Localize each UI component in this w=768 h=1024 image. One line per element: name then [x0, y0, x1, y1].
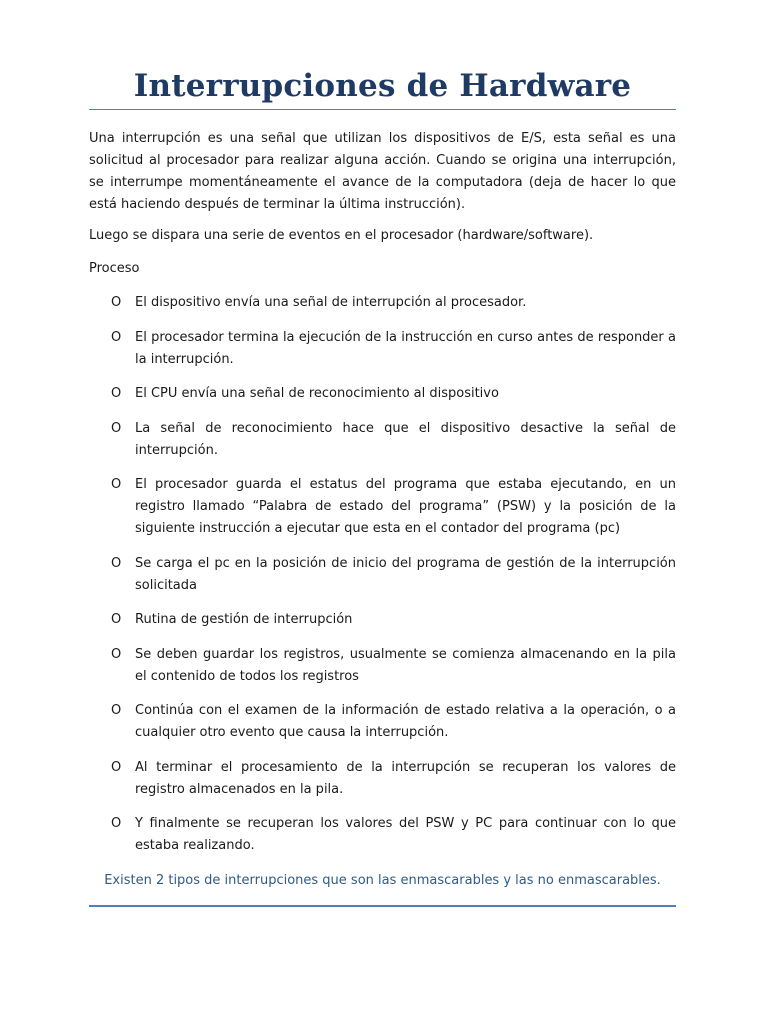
bullet-icon: O: [111, 329, 122, 345]
process-steps-list: [89, 292, 676, 857]
bullet-icon: O: [111, 555, 122, 571]
step-text: Continúa con el examen de la información de estado relativa a la operación, o a cualquier otro evento que causa la interrupción.: [135, 703, 676, 740]
list-item: [89, 609, 676, 631]
list-item: [89, 418, 676, 462]
list-item: [89, 813, 676, 857]
process-label: Proceso: [89, 261, 140, 276]
step-text: El procesador guarda el estatus del programa que estaba ejecutando, en un registro llamado “Palabra de estado del programa” (PSW) y la posición de la siguiente instrucción a ejecutar que esta en el contador del programa (pc): [135, 477, 676, 536]
list-item: [89, 553, 676, 597]
page-title: Interrupciones de Hardware: [133, 68, 632, 104]
events-paragraph: Luego se dispara una serie de eventos en el procesador (hardware/software).: [89, 228, 594, 243]
step-text: Se carga el pc en la posición de inicio del programa de gestión de la interrupción solicitada: [135, 555, 676, 593]
bottom-divider: [89, 905, 676, 907]
list-item: [89, 700, 676, 744]
list-item: [89, 383, 676, 405]
bullet-icon: O: [111, 295, 122, 310]
step-text: Al terminar el procesamiento de la interrupción se recuperan los valores de registro almacenados en la pila.: [135, 759, 676, 797]
list-item: [89, 292, 676, 314]
closing-statement: Existen 2 tipos de interrupciones que son las enmascarables y las no enmascarables.: [104, 872, 661, 888]
step-text: Se deben guardar los registros, usualmente se comienza almacenando en la pila el contenido de todos los registros: [135, 646, 676, 684]
bullet-icon: O: [111, 612, 122, 627]
bullet-icon: O: [111, 816, 122, 831]
intro-paragraph: Una interrupción es una señal que utilizan los dispositivos de E/S, esta señal es una solicitud al procesador para realizar alguna acción. Cuando se origina una interrupción, se interrumpe momentáneamente el avance de la computadora (deja de hacer lo que está haciendo después de terminar la última instrucción).: [89, 131, 676, 212]
list-item: [89, 474, 676, 540]
bullet-icon: O: [111, 703, 122, 718]
list-item: [89, 644, 676, 688]
bullet-icon: O: [111, 386, 122, 401]
bullet-icon: O: [111, 646, 122, 662]
list-item: [89, 757, 676, 801]
step-text: El CPU envía una señal de reconocimiento al dispositivo: [135, 386, 499, 401]
bullet-icon: O: [111, 759, 122, 775]
list-item: [89, 327, 676, 371]
step-text: El procesador termina la ejecución de la instrucción en curso antes de responder a la interrupción.: [135, 329, 676, 367]
bullet-icon: O: [111, 477, 122, 492]
title-divider: [89, 109, 676, 110]
step-text: Y finalmente se recuperan los valores del PSW y PC para continuar con lo que estaba realizando.: [135, 816, 676, 853]
bullet-icon: O: [111, 420, 122, 436]
document-page: [89, 0, 676, 907]
step-text: Rutina de gestión de interrupción: [135, 612, 353, 627]
step-text: El dispositivo envía una señal de interrupción al procesador.: [135, 295, 527, 310]
step-text: La señal de reconocimiento hace que el dispositivo desactive la señal de interrupción.: [135, 420, 676, 458]
